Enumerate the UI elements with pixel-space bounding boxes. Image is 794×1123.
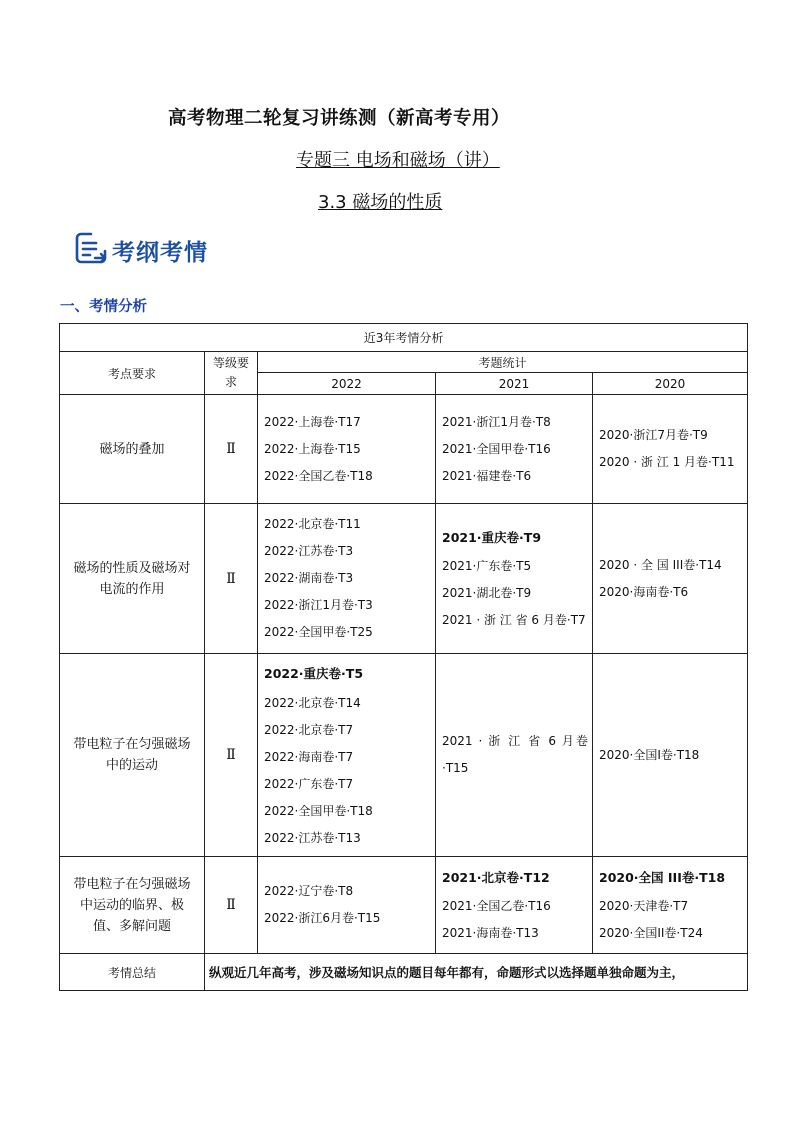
stats-2021-cell xyxy=(436,504,593,654)
section-title: 3.3 磁场的性质 xyxy=(318,192,443,213)
table-row xyxy=(60,395,748,504)
stats-2021-cell xyxy=(436,857,593,954)
document-main-title: 高考物理二轮复习讲练测（新高考专用） xyxy=(168,108,511,129)
list-item: 2022·海南卷·T7 xyxy=(264,750,354,764)
list-item: 2022·湖南卷·T3 xyxy=(264,571,354,585)
list-item: 2021·浙江1月卷·T8 xyxy=(442,414,551,429)
stats-2022-cell xyxy=(258,395,436,504)
list-item: 2022·全国甲卷·T25 xyxy=(264,625,373,639)
list-item: 2021·全国甲卷·T16 xyxy=(442,441,551,456)
list-item: 2022·江苏卷·T3 xyxy=(264,544,354,558)
list-item: 2020·全国I卷·T18 xyxy=(599,747,700,762)
list-item: 2021·海南卷·T13 xyxy=(442,926,539,940)
list-item: 2022·浙江6月卷·T15 xyxy=(264,911,381,925)
list-item: 2021 · 浙 江 省 6 月卷·T15 xyxy=(442,734,588,775)
banner-title: 考纲考情 xyxy=(112,239,208,266)
header-year-2022: 2022 xyxy=(258,373,436,395)
list-item: 2021·湖北卷·T9 xyxy=(442,586,532,600)
header-stats: 考题统计 xyxy=(258,352,748,373)
summary-row xyxy=(60,954,748,991)
list-item: 2022·全国乙卷·T18 xyxy=(264,468,373,483)
list-item: 2020 · 全 国 III卷·T14 xyxy=(599,557,722,572)
topic-cell: 磁场的性质及磁场对电流的作用 xyxy=(60,504,205,654)
stats-2021-cell xyxy=(436,395,593,504)
list-item: 2022·广东卷·T7 xyxy=(264,777,354,791)
list-item: 2020·海南卷·T6 xyxy=(599,584,689,599)
list-item: 2021 · 浙 江 省 6 月卷·T7 xyxy=(442,613,586,627)
stats-2020-cell xyxy=(593,857,748,954)
highlight-item: 2022·重庆卷·T5 xyxy=(264,666,364,681)
list-item: 2022·上海卷·T17 xyxy=(264,414,361,429)
table-row xyxy=(60,857,748,954)
list-item: 2021·广东卷·T5 xyxy=(442,559,532,573)
level-cell: Ⅱ xyxy=(205,654,258,857)
list-item: 2020 · 浙 江 1 月卷·T11 xyxy=(599,455,735,469)
highlight-item: 2021·北京卷·T12 xyxy=(442,870,550,885)
topic-cell: 磁场的叠加 xyxy=(60,395,205,504)
table-row xyxy=(60,654,748,857)
stats-2022-cell xyxy=(258,654,436,857)
table-row xyxy=(60,504,748,654)
topic-cell: 带电粒子在匀强磁场中运动的临界、极值、多解问题 xyxy=(60,857,205,954)
list-item: 2022·上海卷·T15 xyxy=(264,441,361,456)
header-year-2021: 2021 xyxy=(436,373,593,395)
stats-2020-cell xyxy=(593,654,748,857)
list-item: 2020·全国II卷·T24 xyxy=(599,926,703,940)
list-item: 2020·天津卷·T7 xyxy=(599,899,689,913)
topic-cell: 带电粒子在匀强磁场中的运动 xyxy=(60,654,205,857)
list-item: 2022·江苏卷·T13 xyxy=(264,831,361,845)
stats-2022-cell xyxy=(258,504,436,654)
header-topic: 考点要求 xyxy=(60,352,205,395)
highlight-item: 2020·全国 III卷·T18 xyxy=(599,870,726,885)
list-item: 2022·北京卷·T11 xyxy=(264,517,361,531)
exam-stats-table xyxy=(59,323,748,991)
list-item: 2022·全国甲卷·T18 xyxy=(264,804,373,818)
table-caption: 近3年考情分析 xyxy=(60,324,748,352)
stats-2021-cell xyxy=(436,654,593,857)
list-item: 2022·辽宁卷·T8 xyxy=(264,884,354,898)
list-item: 2022·浙江1月卷·T3 xyxy=(264,598,373,612)
stats-2020-cell xyxy=(593,395,748,504)
summary-text: 纵观近几年高考，涉及磁场知识点的题目每年都有，命题形式以选择题单独命题为主， xyxy=(205,954,748,991)
list-item: 2021·全国乙卷·T16 xyxy=(442,899,551,913)
document-list-icon xyxy=(74,231,108,269)
level-cell: Ⅱ xyxy=(205,857,258,954)
list-item: 2022·北京卷·T14 xyxy=(264,696,361,710)
summary-label: 考情总结 xyxy=(60,954,205,991)
section-heading: 一、考情分析 xyxy=(60,299,147,315)
level-cell: Ⅱ xyxy=(205,395,258,504)
list-item: 2022·北京卷·T7 xyxy=(264,723,354,737)
stats-2020-cell xyxy=(593,504,748,654)
list-item: 2020·浙江7月卷·T9 xyxy=(599,428,708,442)
header-level: 等级要求 xyxy=(205,352,258,395)
header-year-2020: 2020 xyxy=(593,373,748,395)
syllabus-banner xyxy=(74,232,208,268)
highlight-item: 2021·重庆卷·T9 xyxy=(442,530,542,545)
stats-2022-cell xyxy=(258,857,436,954)
document-subtitle: 专题三 电场和磁场（讲） xyxy=(296,150,500,171)
level-cell: Ⅱ xyxy=(205,504,258,654)
list-item: 2021·福建卷·T6 xyxy=(442,468,532,483)
